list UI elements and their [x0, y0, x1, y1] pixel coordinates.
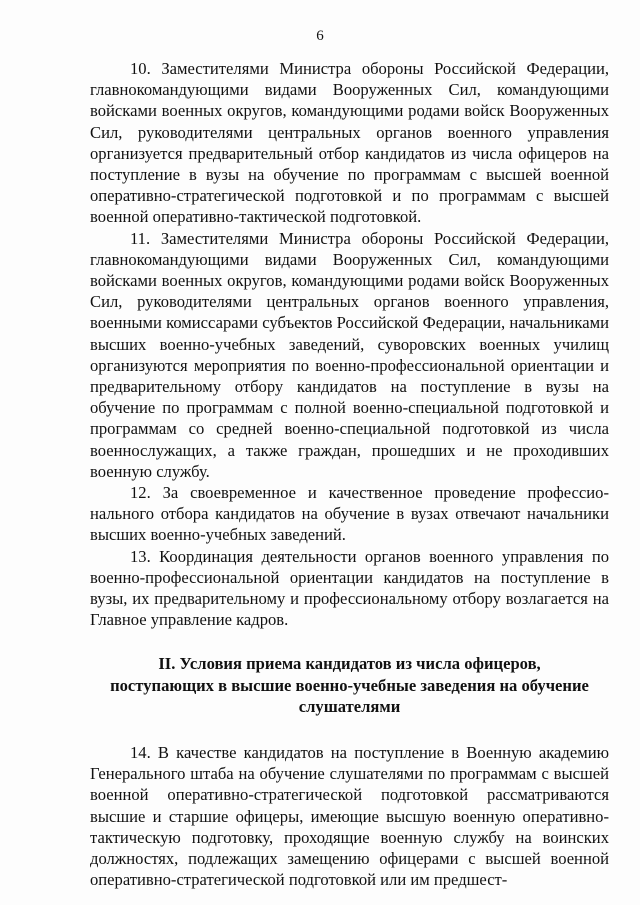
document-body [90, 58, 609, 890]
section-heading [90, 653, 609, 718]
paragraph-14: 14. В качестве кандидатов на поступление в Военную академию Генерального штаба на обучение слушателями по программам с высшей военной оперативно-стратегической подготовкой рассматриваются высшие и старшие офицеры, имеющие высшую военную оперативно-тактическую подготовку, проходящие военную службу на воинских должностях, подлежащих замещению офицерами с высшей военной оперативно-стратегической подготовкой или им предшест- [90, 742, 609, 890]
paragraph-10: 10. Заместителями Министра обороны Российской Федерации, главнокомандующими видами Вооруженных Сил, командующими войсками военных округов, командующими родами войск Вооруженных Сил, руководителями центральных органов военного управления организуется предварительный отбор кандидатов из числа офицеров на поступление в вузы на обучение по программам с высшей военной оперативно-стратегической подготовкой и по программам с высшей военной оперативно-тактической подготовкой. [90, 59, 609, 227]
paragraph-13: 13. Координация деятельности органов военного управления по военно-профессиональной ориентации кандидатов на поступление в вузы, их предварительному и профессиональному отбору возлагается на Главное управление кадров. [90, 546, 609, 630]
section-heading-line-2: поступающих в высшие военно-учебные заведения на обучение [110, 675, 589, 695]
paragraph-12: 12. За своевременное и качественное проведение профессионального отбора кандидатов на обучение в вузах отвечают начальники высших военно-учебных заведений. [90, 483, 609, 545]
section-heading-line-3: слушателями [298, 697, 401, 717]
section-heading-line-1: II. Условия приема кандидатов из числа офицеров, [158, 654, 541, 674]
paragraph-11: 11. Заместителями Министра обороны Российской Федерации, главнокомандующими видами Вооруженных Сил, командующими войсками военных округов, командующими родами войск Вооруженных Сил, руководителями центральных органов военного управления, военными комиссарами субъектов Российской Федерации, начальниками высших военно-учебных заведений, суворовских военных училищ организуются мероприятия по военно-профессиональной ориентации и предварительному отбору кандидатов на поступление в вузы на обучение по программам с полной военно-специальной подготовкой и программам со средней военно-специальной подготовкой из числа военнослужащих, а также граждан, прошедших и не проходивших военную службу. [90, 228, 609, 481]
page-number: 6 [316, 28, 324, 44]
